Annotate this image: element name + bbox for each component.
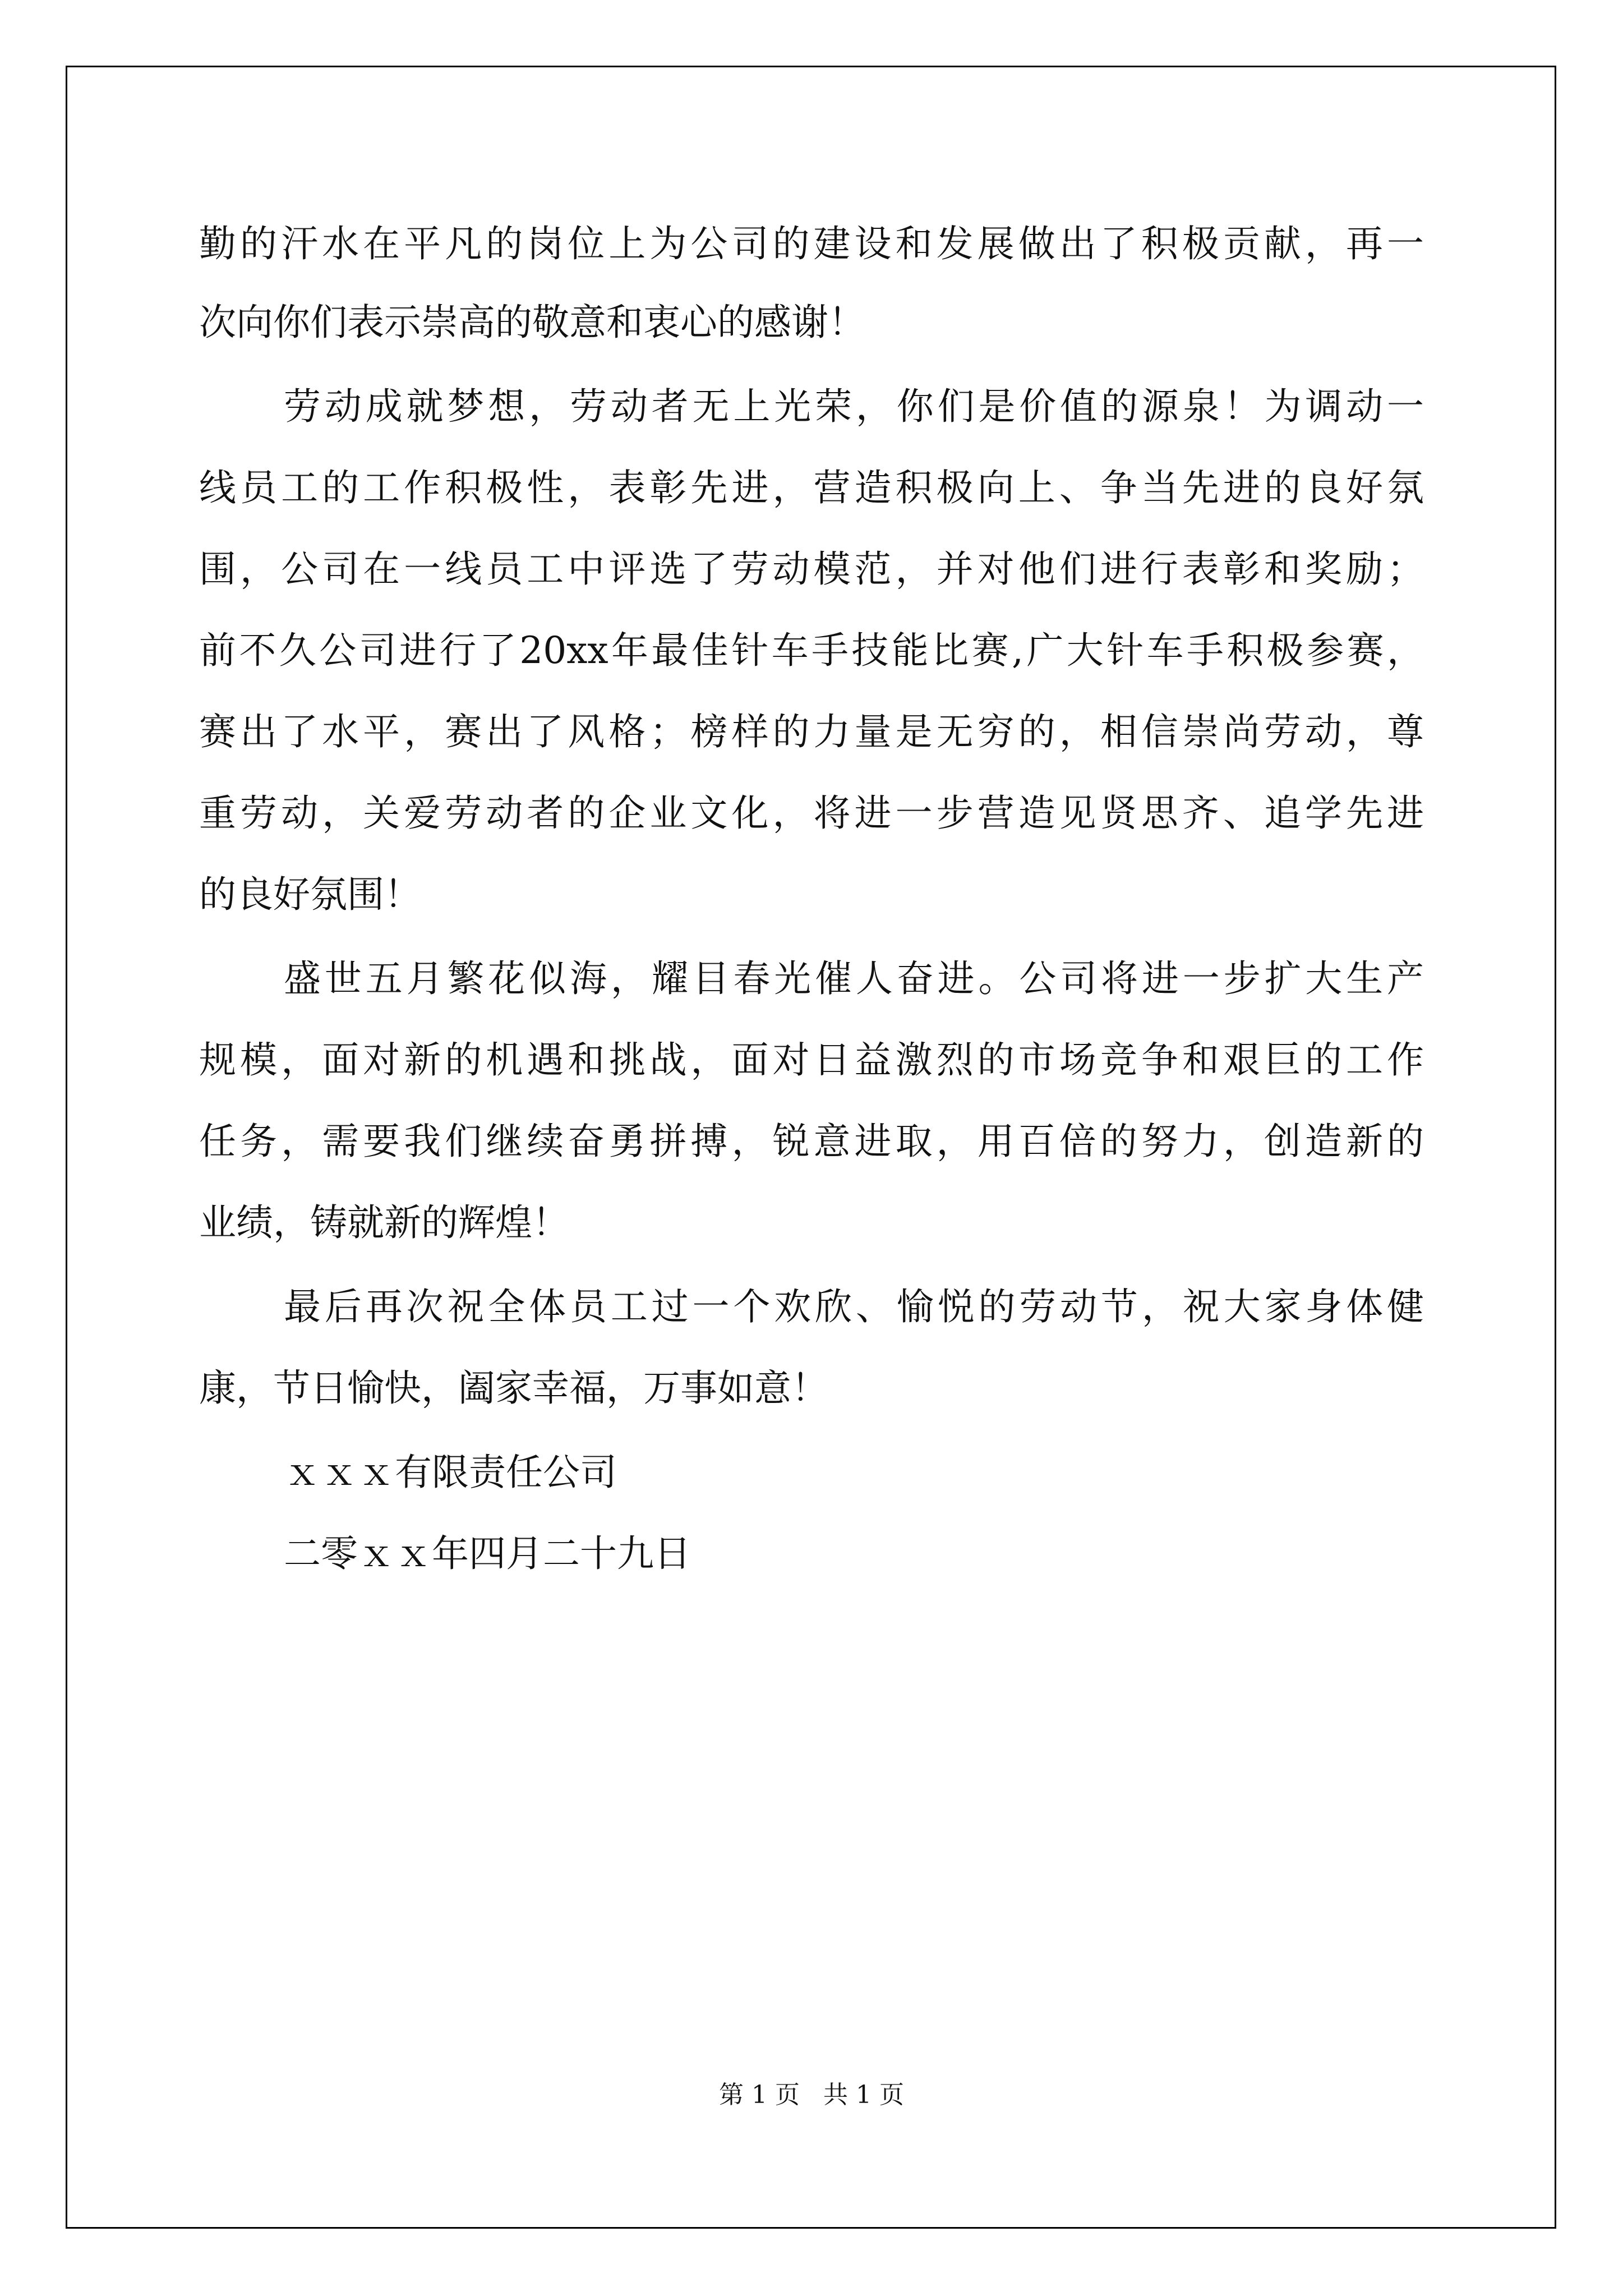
body-line-3: 劳动成就梦想，劳动者无上光荣，你们是价值的源泉！为调动一 xyxy=(284,385,1424,428)
body-line-2: 次向你们表示崇高的敬意和衷心的感谢！ xyxy=(199,301,865,344)
body-line-9: 的良好氛围！ xyxy=(199,873,421,916)
body-line-14: 最后再次祝全体员工过一个欢欣、愉悦的劳动节，祝大家身体健 xyxy=(284,1285,1424,1328)
signature-company: ｘｘｘ有限责任公司 xyxy=(284,1451,617,1494)
body-line-12: 任务，需要我们继续奋勇拼搏，锐意进取，用百倍的努力，创造新的 xyxy=(199,1120,1424,1163)
body-line-11: 规模，面对新的机遇和挑战，面对日益激烈的市场竞争和艰巨的工作 xyxy=(199,1038,1424,1082)
body-line-6: 前不久公司进行了20xx年最佳针车手技能比赛,广大针车手积极参赛， xyxy=(199,629,1424,672)
body-line-7: 赛出了水平，赛出了风格；榜样的力量是无穷的，相信崇尚劳动，尊 xyxy=(199,710,1424,753)
body-line-13: 业绩，铸就新的辉煌！ xyxy=(199,1201,569,1244)
body-line-10: 盛世五月繁花似海，耀目春光催人奋进。公司将进一步扩大生产 xyxy=(284,957,1424,1000)
body-line-4: 线员工的工作积极性，表彰先进，营造积极向上、争当先进的良好氛 xyxy=(199,466,1424,509)
body-line-15: 康，节日愉快，阖家幸福，万事如意！ xyxy=(199,1366,828,1410)
body-line-5: 围，公司在一线员工中评选了劳动模范，并对他们进行表彰和奖励； xyxy=(199,547,1424,591)
signature-date: 二零ｘｘ年四月二十九日 xyxy=(284,1532,691,1575)
body-line-8: 重劳动，关爱劳动者的企业文化，将进一步营造见贤思齐、追学先进 xyxy=(199,792,1424,835)
page-number-footer: 第 1 页 共 1 页 xyxy=(719,2081,904,2109)
body-line-1: 勤的汗水在平凡的岗位上为公司的建设和发展做出了积极贡献，再一 xyxy=(199,222,1424,265)
